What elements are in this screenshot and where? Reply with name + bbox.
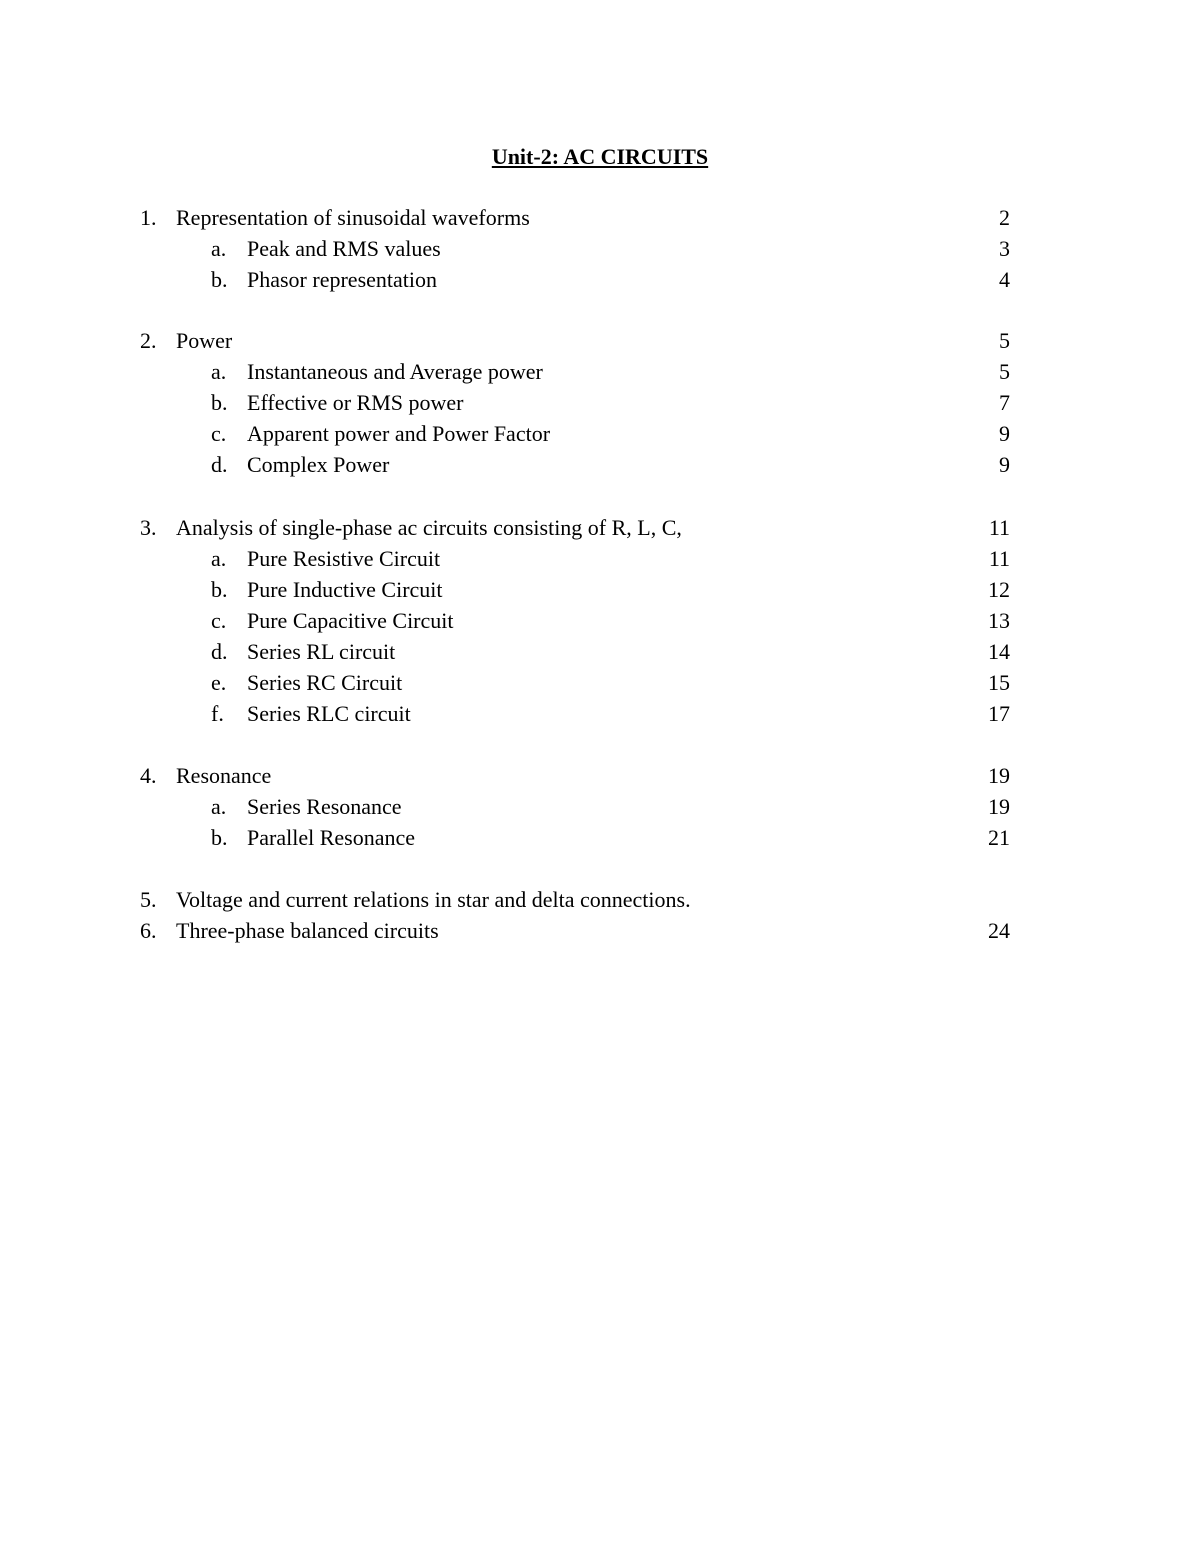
toc-subentry (0, 543, 1200, 574)
toc-entry (0, 915, 1200, 946)
subentry-letter: d. (211, 452, 228, 477)
subentry-letter: a. (211, 359, 227, 384)
toc-subentry (0, 636, 1200, 667)
subentry-page: 9 (999, 421, 1010, 446)
subentry-page: 19 (988, 794, 1010, 819)
subentry-title: Series RL circuit (247, 639, 396, 664)
subentry-letter: b. (211, 825, 228, 850)
subentry-title: Series RLC circuit (247, 701, 411, 726)
toc-subentry (0, 356, 1200, 387)
subentry-letter: a. (211, 546, 227, 571)
toc-subentry (0, 387, 1200, 418)
subentry-title: Series RC Circuit (247, 670, 403, 695)
subentry-page: 11 (988, 546, 1010, 571)
toc-entry (0, 760, 1200, 791)
subentry-title: Complex Power (247, 452, 390, 477)
subentry-title: Phasor representation (247, 267, 437, 292)
toc-subentry (0, 449, 1200, 480)
subentry-page: 15 (988, 670, 1010, 695)
toc-entry (0, 325, 1200, 356)
entry-number: 6. (140, 918, 157, 943)
toc-subentry (0, 418, 1200, 449)
subentry-title: Apparent power and Power Factor (247, 421, 551, 446)
entry-title: Voltage and current relations in star and delta connections. (176, 887, 691, 912)
subentry-page: 14 (988, 639, 1010, 664)
entry-number: 1. (140, 205, 157, 230)
page-title: Unit-2: AC CIRCUITS (491, 144, 709, 169)
subentry-letter: d. (211, 639, 228, 664)
subentry-title: Peak and RMS values (247, 236, 441, 261)
toc-subentry (0, 822, 1200, 853)
subentry-page: 5 (999, 359, 1010, 384)
subentry-letter: a. (211, 794, 227, 819)
subentry-title: Series Resonance (247, 794, 402, 819)
entry-number: 5. (140, 887, 157, 912)
entry-number: 3. (140, 515, 157, 540)
entry-page: 24 (988, 918, 1010, 943)
entry-page: 2 (999, 205, 1010, 230)
toc-subentry (0, 574, 1200, 605)
subentry-letter: b. (211, 390, 228, 415)
toc-subentry (0, 605, 1200, 636)
subentry-title: Parallel Resonance (247, 825, 415, 850)
toc-entry (0, 202, 1200, 233)
toc-subentry (0, 667, 1200, 698)
subentry-letter: b. (211, 267, 228, 292)
subentry-page: 9 (999, 452, 1010, 477)
toc-subentry (0, 698, 1200, 729)
subentry-title: Effective or RMS power (247, 390, 464, 415)
entry-title: Analysis of single-phase ac circuits consisting of R, L, C, (176, 515, 682, 540)
subentry-page: 12 (988, 577, 1010, 602)
entry-title: Power (176, 328, 233, 353)
subentry-page: 21 (988, 825, 1010, 850)
subentry-title: Pure Inductive Circuit (247, 577, 443, 602)
subentry-title: Pure Capacitive Circuit (247, 608, 454, 633)
entry-number: 2. (140, 328, 157, 353)
entry-number: 4. (140, 763, 157, 788)
subentry-title: Instantaneous and Average power (247, 359, 543, 384)
subentry-page: 3 (999, 236, 1010, 261)
subentry-page: 4 (999, 267, 1010, 292)
entry-title: Representation of sinusoidal waveforms (176, 205, 530, 230)
subentry-page: 17 (988, 701, 1010, 726)
entry-title: Resonance (176, 763, 272, 788)
subentry-letter: e. (211, 670, 227, 695)
entry-title: Three-phase balanced circuits (176, 918, 439, 943)
toc-subentry (0, 264, 1200, 295)
entry-page: 19 (988, 763, 1010, 788)
subentry-title: Pure Resistive Circuit (247, 546, 441, 571)
toc-subentry (0, 791, 1200, 822)
subentry-letter: a. (211, 236, 227, 261)
subentry-letter: c. (211, 608, 227, 633)
entry-page: 11 (988, 515, 1010, 540)
subentry-letter: f. (211, 701, 224, 726)
subentry-letter: b. (211, 577, 228, 602)
subentry-letter: c. (211, 421, 227, 446)
toc-entry (0, 884, 1200, 915)
subentry-page: 7 (999, 390, 1010, 415)
toc-entry (0, 512, 1200, 543)
entry-page: 5 (999, 328, 1010, 353)
subentry-page: 13 (988, 608, 1010, 633)
toc-subentry (0, 233, 1200, 264)
